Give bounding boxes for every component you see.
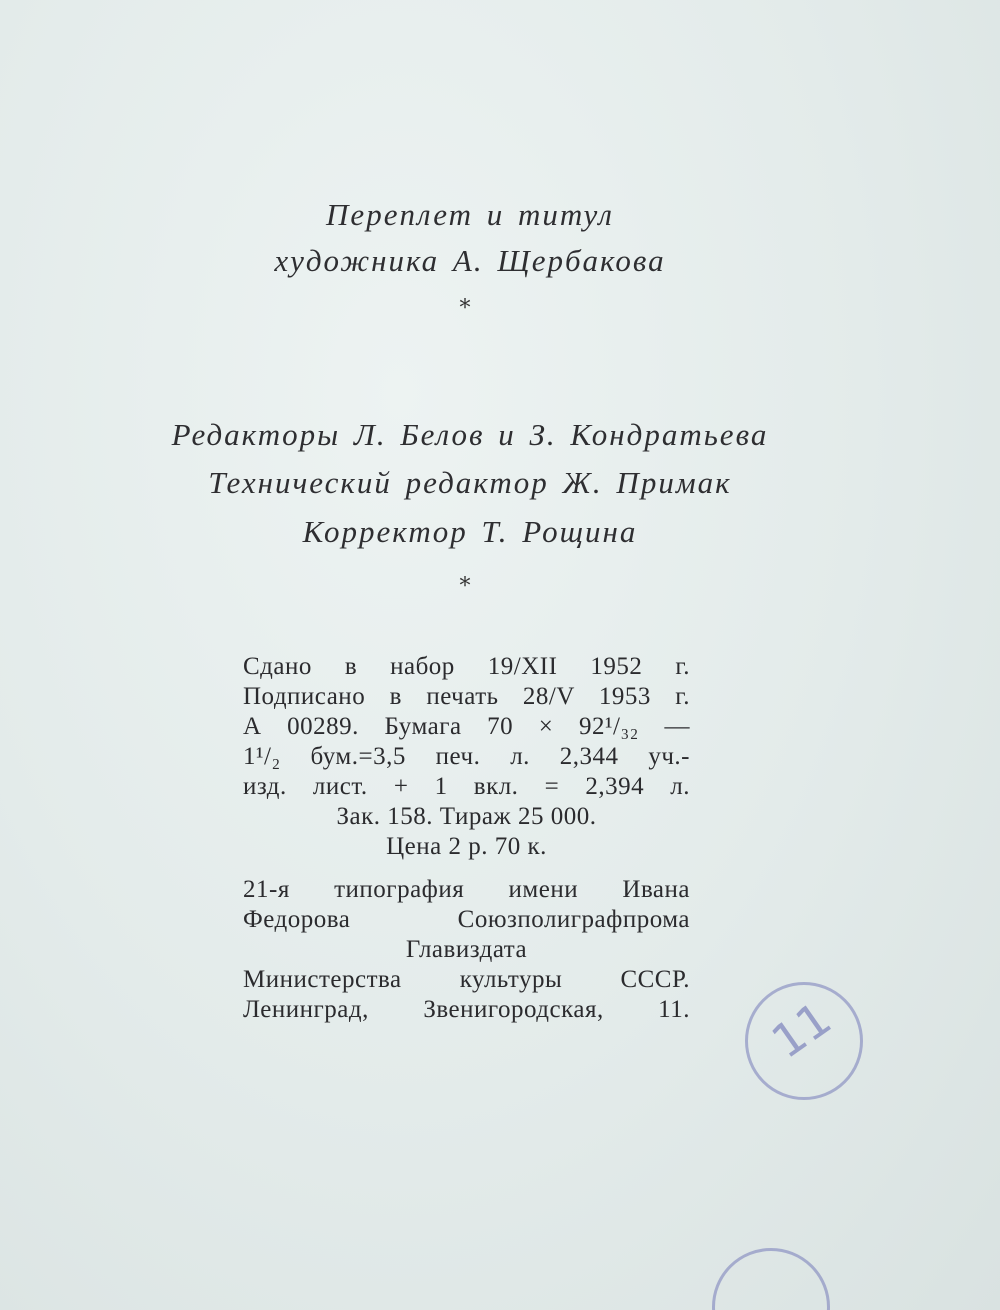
separator-star-1: * bbox=[459, 296, 471, 321]
tech-editor-credit: Технический редактор Ж. Примак bbox=[208, 465, 732, 500]
separator-star-2: * bbox=[459, 574, 471, 599]
editors-credit: Редакторы Л. Белов и З. Кондратьева bbox=[171, 417, 769, 452]
printer-line: 21-я типография имени Ивана bbox=[243, 876, 690, 903]
corrector-credit: Корректор Т. Рощина bbox=[302, 514, 638, 549]
imprint-line: А 00289. Бумага 70 × 92¹/₃₂ — bbox=[243, 713, 690, 740]
partial-stamp bbox=[712, 1248, 830, 1310]
printer-line: Федорова Союзполиграфпрома bbox=[243, 906, 690, 933]
imprint-line: Подписано в печать 28/V 1953 г. bbox=[243, 683, 690, 710]
printer-line: Главиздата bbox=[405, 936, 528, 963]
imprint-line: Сдано в набор 19/XII 1952 г. bbox=[243, 653, 690, 680]
imprint-line: Зак. 158. Тираж 25 000. bbox=[336, 803, 597, 830]
stamp-mark: 11 bbox=[761, 991, 841, 1069]
imprint-line: изд. лист. + 1 вкл. = 2,394 л. bbox=[243, 773, 690, 800]
printer-block bbox=[243, 875, 690, 1025]
printer-line: Ленинград, Звенигородская, 11. bbox=[243, 996, 690, 1023]
binding-credit-line-1: Переплет и титул bbox=[326, 197, 614, 232]
printer-line: Министерства культуры СССР. bbox=[243, 966, 690, 993]
binding-credit-line-2: художника А. Щербакова bbox=[274, 243, 666, 278]
imprint-line: 1¹/₂ бум.=3,5 печ. л. 2,344 уч.- bbox=[243, 743, 690, 770]
imprint-block bbox=[243, 652, 690, 862]
imprint-line: Цена 2 р. 70 к. bbox=[386, 833, 547, 860]
